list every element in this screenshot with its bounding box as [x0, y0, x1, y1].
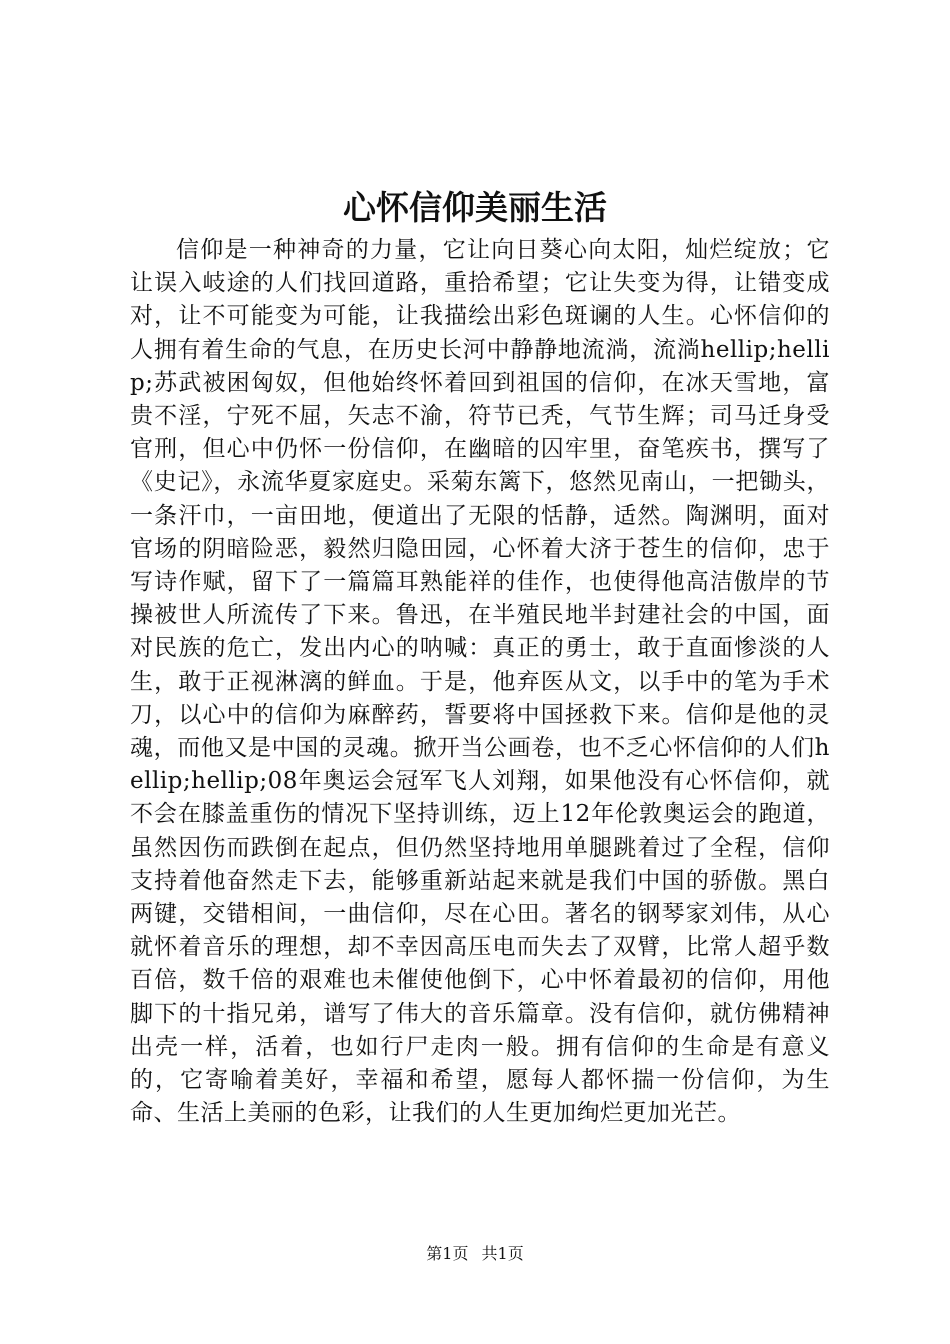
page-title: 心怀信仰美丽生活 [343, 188, 607, 227]
page-number: 第1页 [426, 1244, 469, 1263]
body-paragraph: 信仰是一种神奇的力量，它让向日葵心向太阳，灿烂绽放；它让误入岐途的人们找回道路，重拾希望；它让失变为得，让错变成对，让不可能变为可能，让我描绘出彩色斑谰的人生。心怀信仰的人拥有着生命的气息，在历史长河中静静地流淌，流淌hellip;hellip;苏武被困匈奴，但他始终怀着回到祖国的信仰，在冰天雪地，富贵不淫，宁死不屈，矢志不渝，符节已秃，气节生辉；司马迁身受官刑，但心中仍怀一份信仰，在幽暗的囚牢里，奋笔疾书，撰写了《史记》，永流华夏家庭史。采菊东篱下，悠然见南山，一把锄头，一条汗巾，一亩田地，便道出了无限的恬静，适然。陶渊明，面对官场的阴暗险恶，毅然归隐田园，心怀着大济于苍生的信仰，忠于写诗作赋，留下了一篇篇耳熟能祥的佳作，也使得他高洁傲岸的节操被世人所流传了下来。鲁迅，在半殖民地半封建社会的中国，面对民族的危亡，发出内心的呐喊：真正的勇士，敢于直面惨淡的人生，敢于正视淋漓的鲜血。于是，他弃医从文，以手中的笔为手术刀，以心中的信仰为麻醉药，誓要将中国拯救下来。信仰是他的灵魂，而他又是中国的灵魂。掀开当公画卷，也不乏心怀信仰的人们hellip;hellip;08年奥运会冠军飞人刘翔，如果他没有心怀信仰，就不会在膝盖重伤的情况下坚持训练，迈上12年伦敦奥运会的跑道，虽然因伤而跌倒在起点，但仍然坚持地用单腿跳着过了全程，信仰支持着他奋然走下去，能够重新站起来就是我们中国的骄傲。黑白两键，交错相间，一曲信仰，尽在心田。著名的钢琴家刘伟，从心就怀着音乐的理想，却不幸因高压电而失去了双臂，比常人超乎数百倍，数千倍的艰难也未催使他倒下，心中怀着最初的信仰，用他脚下的十指兄弟，谱写了伟大的音乐篇章。没有信仰，就仿佛精神出壳一样，活着，也如行尸走肉一般。拥有信仰的生命是有意义的，它寄喻着美好，幸福和希望，愿每人都怀揣一份信仰，为生命、生活上美丽的色彩，让我们的人生更加绚烂更加光芒。 [130, 237, 830, 1127]
page-footer [0, 1243, 950, 1265]
page-total: 共1页 [481, 1244, 524, 1263]
